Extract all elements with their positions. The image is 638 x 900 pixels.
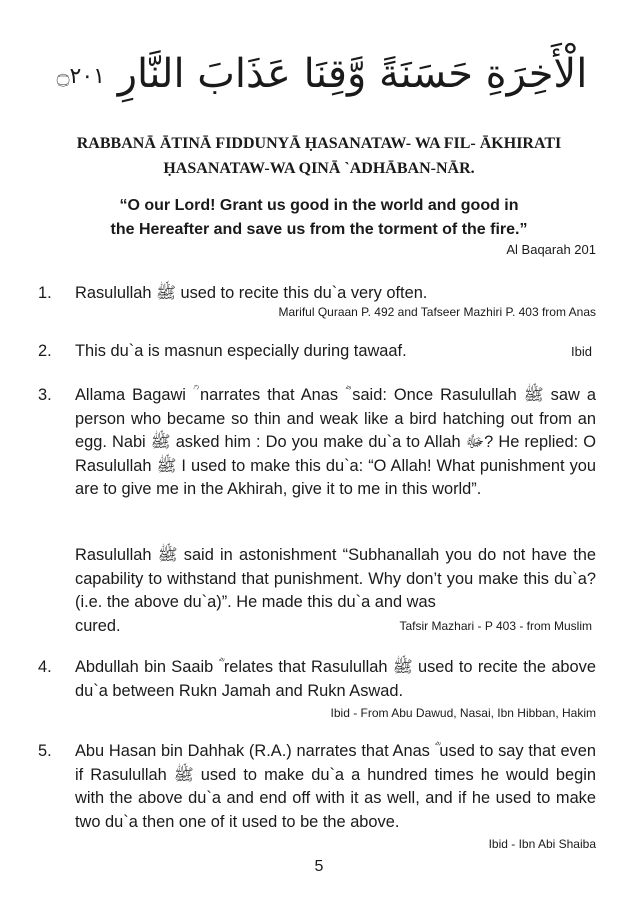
item-source: Ibid - From Abu Dawud, Nasai, Ibn Hibban, Hakim	[330, 706, 596, 720]
arabic-verse-text: الْأَخِرَةِ حَسَنَةً وَّقِنَا عَذَابَ النَّارِ	[117, 51, 588, 97]
list-item	[38, 384, 596, 502]
arabic-verse	[0, 44, 638, 107]
list-item	[38, 340, 596, 364]
list-item	[38, 656, 596, 703]
page-number: 5	[314, 858, 324, 875]
translation-line-1: “O our Lord! Grant us good in the world and good in	[119, 197, 519, 214]
item-number: 2.	[38, 342, 52, 360]
translation-source: Al Baqarah 201	[506, 242, 596, 257]
list-item	[38, 740, 596, 834]
item-source: Tafsir Mazhari - P 403 - from Muslim	[399, 618, 592, 633]
translation-line-2: the Hereafter and save us from the torment of the fire.”	[110, 221, 528, 238]
item-text: Abdullah bin Saaib ؓ relates that Rasulullah ﷺ used to recite the above du`a between Rukn Jamah and Rukn Aswad.	[75, 658, 596, 700]
transliteration-line-1: RABBANĀ ĀTINĀ FIDDUNYĀ ḤASANATAW- WA FIL- ĀKHIRATI	[76, 135, 562, 152]
item-paragraph-end: cured.	[75, 616, 121, 635]
item-source: Ibid - Ibn Abi Shaiba	[488, 837, 596, 851]
transliteration-line-2: ḤASANATAW-WA QINĀ `ADHĀBAN-NĀR.	[163, 160, 475, 177]
item-number: 4.	[38, 658, 52, 676]
item-text: Abu Hasan bin Dahhak (R.A.) narrates that Anas ؓ used to say that even if Rasulullah ﷺ used to make du`a a hundred times he would begin with the above du`a and end off with it as well, and if he used to make two du`a then one of it used to be the above.	[75, 742, 596, 831]
item-paragraph: Allama Bagawi ؒ narrates that Anas ؓ said: Once Rasulullah ﷺ saw a person who became so thin and weak like a bird hatching out from an egg. Nabi ﷺ asked him : Do you make du`a to Allah ﷻ? He replied: O Rasulullah ﷺ I used to make this du`a: “O Allah! What punishment you are to give me in the Akhirah, give it to me in this world”.	[75, 386, 597, 498]
list-item-continuation	[38, 544, 596, 638]
list-item	[38, 282, 596, 306]
item-source: Ibid	[571, 344, 592, 359]
item-number: 1.	[38, 284, 52, 302]
verse-number-mark: ۝٢٠١	[56, 64, 105, 89]
item-paragraph: Rasulullah ﷺ said in astonishment “Subhanallah you do not have the capability to withstand that punishment. Why don’t you make this du`a? (i.e. the above du`a)”. He made this du`a and was	[75, 546, 596, 611]
item-number: 3.	[38, 386, 52, 404]
translation-quote	[55, 194, 583, 242]
item-text: Rasulullah ﷺ used to recite this du`a very often.	[75, 284, 428, 302]
item-number: 5.	[38, 742, 52, 760]
item-source: Mariful Quraan P. 492 and Tafseer Mazhiri P. 403 from Anas	[278, 305, 596, 319]
transliteration	[30, 131, 608, 181]
item-text: This du`a is masnun especially during tawaaf.	[75, 342, 407, 360]
